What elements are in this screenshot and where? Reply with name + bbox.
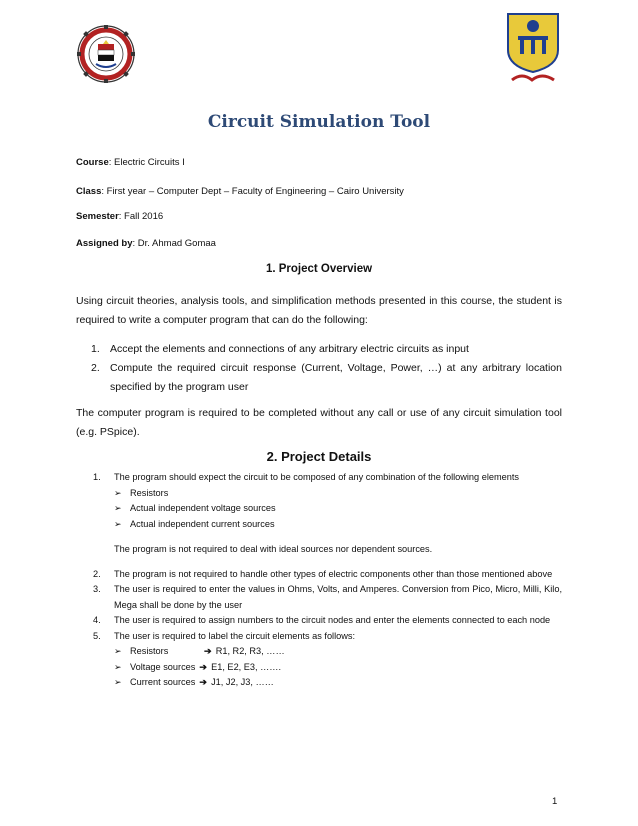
arrow-bullet-icon: ➢ — [114, 518, 122, 529]
class-line — [76, 186, 404, 197]
label-value: J1, J2, J3, …… — [211, 677, 274, 687]
list-number: 1. — [91, 343, 100, 355]
bullet-item — [95, 501, 562, 517]
arrow-bullet-icon: ➢ — [114, 503, 122, 513]
overview-list — [76, 340, 562, 397]
bullet-item — [95, 517, 562, 533]
arrow-bullet-icon: ➢ — [114, 487, 122, 498]
arrow-bullet-icon: ➢ — [114, 661, 122, 672]
note-text: The program is not required to deal with ideal sources nor dependent sources. — [114, 544, 433, 554]
list-text: The user is required to enter the values in Ohms, Volts, and Amperes. Conversion from Pico, Micro, Milli, Kilo, Mega shall be done by the user — [114, 584, 562, 610]
semester-value: : Fall 2016 — [118, 211, 164, 222]
list-text: The program should expect the circuit to be composed of any combination of the following elements — [114, 472, 519, 482]
assigned-by-label: Assigned by — [76, 238, 133, 249]
right-arrow-icon: ➔ — [199, 677, 208, 687]
class-value: : First year – Computer Dept – Faculty of Engineering – Cairo University — [101, 186, 404, 197]
details-list — [76, 470, 562, 691]
label-name: Voltage sources — [130, 661, 196, 672]
list-number: 4. — [93, 615, 101, 625]
section-heading-details: 2. Project Details — [266, 449, 372, 464]
list-number: 2. — [91, 362, 100, 374]
university-logo — [498, 10, 568, 88]
label-item-voltage-sources — [95, 660, 562, 676]
section-heading-overview: 1. Project Overview — [265, 263, 373, 275]
class-label: Class — [76, 186, 102, 197]
arrow-bullet-icon: ➢ — [114, 646, 122, 656]
list-text: Accept the elements and connections of any arbitrary electric circuits as input — [110, 343, 469, 355]
assigned-by-value: : Dr. Ahmad Gomaa — [132, 238, 216, 249]
overview-intro: Using circuit theories, analysis tools, and simplification methods presented in this course, the student is required to write a computer program that can do the following: — [76, 295, 562, 326]
course-value: : Electric Circuits I — [108, 157, 185, 168]
list-text: The program is not required to handle other types of electric components other than those mentioned above — [114, 568, 553, 579]
list-item — [76, 582, 562, 613]
label-name: Current sources — [130, 677, 196, 687]
bullet-text: Actual independent current sources — [130, 518, 275, 529]
bullet-item — [95, 486, 562, 502]
list-text: The user is required to label the circuit elements as follows: — [114, 630, 356, 641]
label-value: R1, R2, R3, …… — [215, 646, 285, 656]
label-name: Resistors — [130, 646, 169, 656]
list-item — [76, 340, 562, 359]
list-item — [76, 567, 562, 583]
semester-label: Semester — [76, 211, 119, 222]
label-item-resistors — [95, 644, 562, 660]
list-item — [76, 470, 562, 486]
list-number: 1. — [93, 472, 101, 482]
right-arrow-icon: ➔ — [204, 646, 212, 656]
semester-line — [76, 211, 163, 222]
list-text: The user is required to assign numbers to the circuit nodes and enter the elements connected to each node — [114, 615, 551, 625]
bullet-text: Resistors — [130, 487, 169, 498]
list-item — [76, 629, 562, 645]
right-arrow-icon: ➔ — [199, 661, 208, 672]
page-number: 1 — [552, 796, 558, 807]
list-number: 3. — [93, 584, 101, 594]
assigned-by-line — [76, 238, 216, 249]
list-item — [76, 613, 562, 629]
list-item — [76, 359, 562, 397]
label-item-current-sources — [95, 675, 562, 691]
overview-closing: The computer program is required to be completed without any call or use of any circuit simulation tool (e.g. PSpice). — [76, 407, 562, 438]
list-text: Compute the required circuit response (Current, Voltage, Power, …) at any arbitrary location specified by the program user — [110, 362, 562, 393]
course-label: Course — [76, 157, 109, 168]
label-value: E1, E2, E3, ……. — [211, 661, 282, 672]
arrow-bullet-icon: ➢ — [114, 677, 122, 687]
document-title: Circuit Simulation Tool — [207, 112, 431, 132]
list-number: 2. — [93, 568, 101, 579]
list-number: 5. — [93, 630, 101, 641]
faculty-logo — [76, 24, 136, 84]
course-line — [76, 157, 185, 168]
bullet-text: Actual independent voltage sources — [130, 503, 276, 513]
